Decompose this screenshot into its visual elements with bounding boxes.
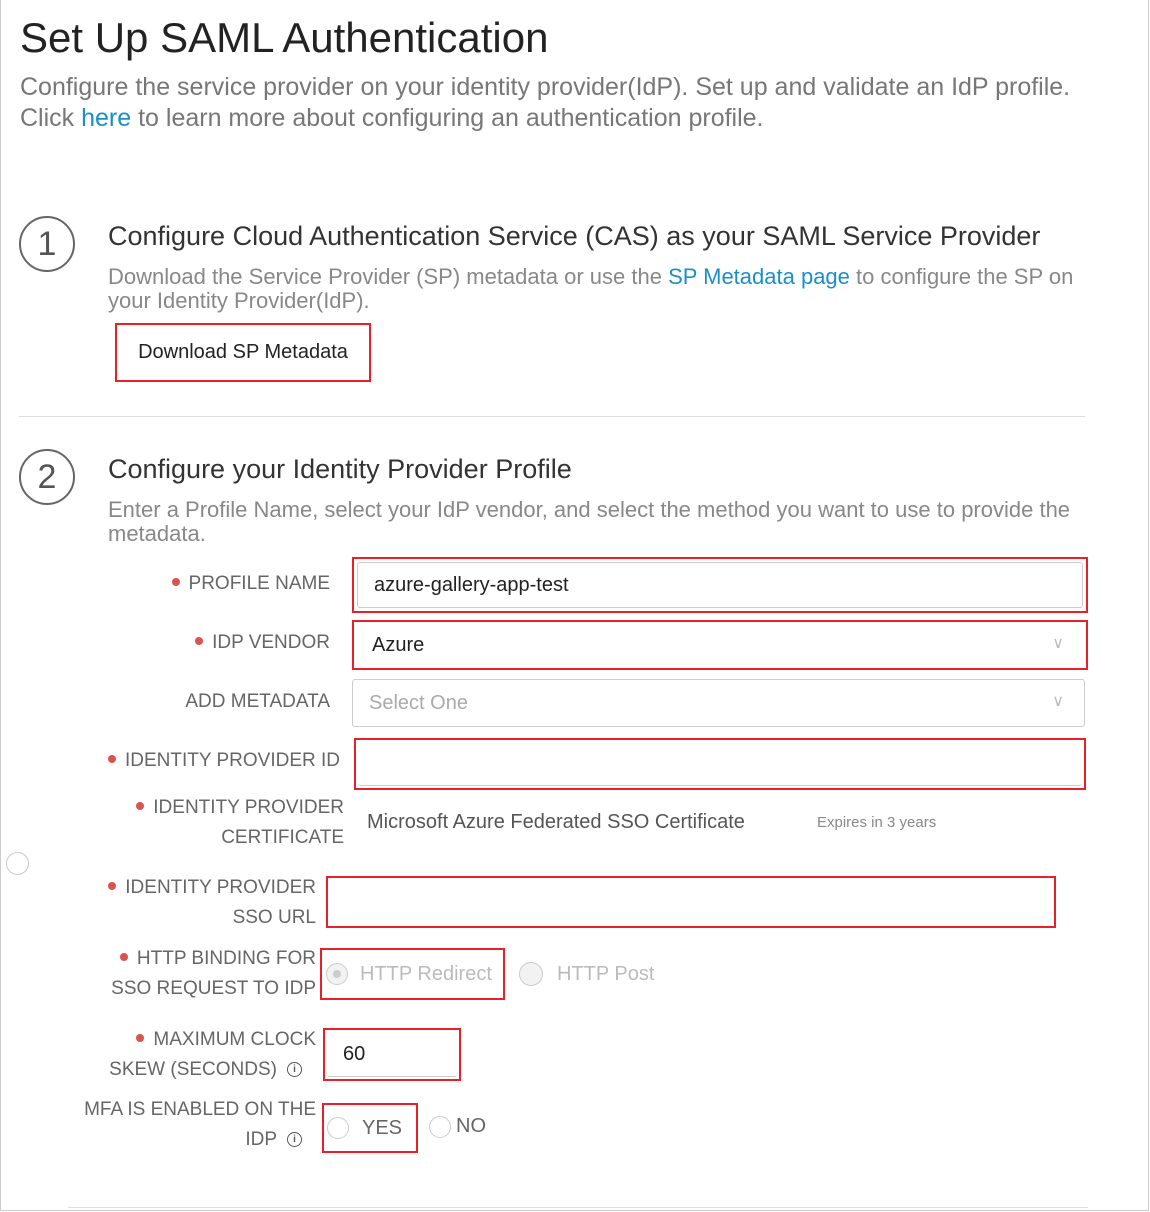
subtitle-text: Configure the service provider on your identity provider(IdP). Set up and validate an IdP profile. <box>20 73 1071 101</box>
step-2-number: 2 <box>19 449 75 505</box>
profile-name-highlight <box>352 557 1088 613</box>
http-binding-label <box>111 944 316 1004</box>
label-text: SKEW (SECONDS) <box>109 1059 277 1080</box>
label-text: IDENTITY PROVIDER <box>153 797 344 818</box>
label-text: PROFILE NAME <box>188 573 330 594</box>
page-subtitle <box>20 72 1130 134</box>
label-text: IDENTITY PROVIDER <box>125 877 316 898</box>
add-metadata-select[interactable] <box>352 679 1085 727</box>
step-1-number: 1 <box>19 216 75 272</box>
required-icon <box>195 637 203 645</box>
clock-skew-input[interactable]: 60 <box>327 1032 457 1077</box>
desc-text: to configure the SP on your Identity Provider(IdP). <box>108 264 1074 313</box>
mfa-label <box>84 1095 316 1155</box>
mfa-no-radio[interactable] <box>429 1116 451 1138</box>
mfa-yes-label: YES <box>362 1116 403 1139</box>
label-text: MFA IS ENABLED ON THE <box>84 1099 316 1120</box>
required-icon <box>136 1034 144 1042</box>
identity-provider-id-highlight <box>354 738 1086 790</box>
section-divider <box>19 416 1085 417</box>
chevron-down-icon: ∨ <box>1052 693 1064 710</box>
label-text: IDENTITY PROVIDER ID <box>124 750 340 771</box>
sso-url-input[interactable] <box>330 880 1052 924</box>
certificate-expiry: Expires in 3 years <box>817 814 937 831</box>
required-icon <box>120 953 128 961</box>
sp-metadata-page-link[interactable]: SP Metadata page <box>668 264 850 289</box>
info-icon[interactable]: i <box>287 1062 302 1077</box>
http-post-label: HTTP Post <box>557 962 655 985</box>
add-metadata-placeholder: Select One <box>369 691 468 714</box>
section-divider <box>68 1207 1088 1208</box>
step-1-heading: Configure Cloud Authentication Service (CAS) as your SAML Service Provider <box>108 221 1041 251</box>
clock-skew-highlight <box>323 1028 461 1081</box>
page-title: Set Up SAML Authentication <box>20 14 549 61</box>
certificate-name: Microsoft Azure Federated SSO Certificate <box>367 811 745 833</box>
mfa-yes-radio[interactable] <box>327 1117 349 1139</box>
label-text: CERTIFICATE <box>221 827 344 848</box>
http-post-radio[interactable] <box>519 962 543 986</box>
subtitle-text: to learn more about configuring an authentication profile. <box>131 104 764 132</box>
clock-skew-label <box>109 1025 316 1085</box>
http-post-option[interactable] <box>519 962 654 986</box>
mfa-no-option[interactable] <box>429 1115 486 1138</box>
step-2-description: Enter a Profile Name, select your IdP vendor, and select the method you want to use to provide the metadata. <box>108 497 1071 546</box>
required-icon <box>108 882 116 890</box>
idp-vendor-select[interactable] <box>356 624 1084 666</box>
label-text: HTTP BINDING FOR <box>136 948 316 969</box>
sso-url-label <box>108 873 316 933</box>
required-icon <box>136 802 144 810</box>
mfa-yes-option[interactable] <box>322 1103 418 1153</box>
http-redirect-option[interactable] <box>320 948 505 1000</box>
label-text: MAXIMUM CLOCK <box>153 1029 316 1050</box>
label-text: IDP <box>245 1129 277 1150</box>
identity-provider-id-label <box>108 746 340 776</box>
profile-name-input[interactable]: azure-gallery-app-test <box>357 562 1083 608</box>
http-redirect-label: HTTP Redirect <box>360 962 492 985</box>
certificate-label <box>136 793 344 853</box>
label-text: IDP VENDOR <box>212 632 330 653</box>
step-2-heading: Configure your Identity Provider Profile <box>108 454 572 484</box>
sso-url-highlight <box>326 876 1056 928</box>
subtitle-text: Click <box>20 104 82 132</box>
add-metadata-label: ADD METADATA <box>185 691 330 712</box>
profile-name-label <box>172 569 330 599</box>
chevron-down-icon: ∨ <box>1052 635 1064 652</box>
step-1-description <box>108 265 1088 313</box>
idp-vendor-value: Azure <box>372 633 425 656</box>
info-icon[interactable]: i <box>287 1132 302 1147</box>
download-sp-metadata-button[interactable]: Download SP Metadata <box>115 323 371 382</box>
identity-provider-id-input[interactable] <box>358 742 1082 786</box>
label-text: SSO REQUEST TO IDP <box>111 978 316 999</box>
mfa-no-label: NO <box>456 1115 486 1137</box>
learn-more-link[interactable]: here <box>81 104 132 132</box>
label-text: SSO URL <box>232 907 316 928</box>
side-radio[interactable] <box>6 852 29 875</box>
idp-vendor-label <box>195 628 330 658</box>
required-icon <box>108 755 116 763</box>
http-redirect-radio[interactable] <box>326 963 348 985</box>
desc-text: Download the Service Provider (SP) metadata or use the <box>108 264 669 289</box>
required-icon <box>172 578 180 586</box>
idp-vendor-highlight <box>352 620 1088 670</box>
